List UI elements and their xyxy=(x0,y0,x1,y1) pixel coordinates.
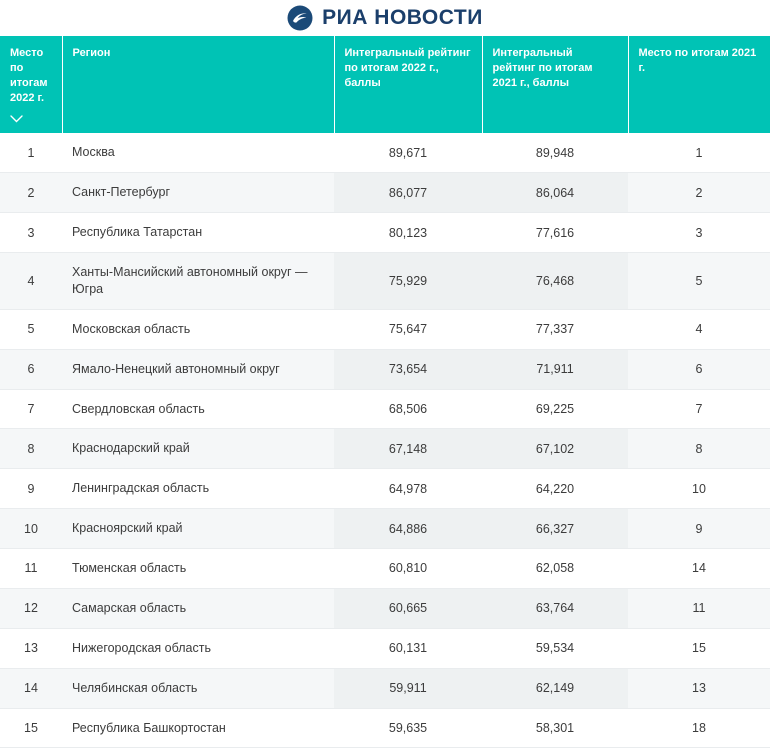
cell-rank-2022: 2 xyxy=(0,173,62,213)
rating-table xyxy=(0,36,770,748)
column-header-rank-2021-label: Место по итогам 2021 г. xyxy=(638,47,757,74)
cell-score-2022: 60,131 xyxy=(334,628,482,668)
cell-region: Санкт-Петербург xyxy=(62,173,334,213)
cell-score-2021: 86,064 xyxy=(482,173,628,213)
table-row[interactable] xyxy=(0,429,770,469)
cell-score-2022: 75,929 xyxy=(334,253,482,310)
cell-region: Московская область xyxy=(62,309,334,349)
cell-score-2022: 60,665 xyxy=(334,588,482,628)
table-row[interactable] xyxy=(0,173,770,213)
cell-score-2021: 69,225 xyxy=(482,389,628,429)
cell-rank-2022: 10 xyxy=(0,509,62,549)
cell-score-2021: 77,337 xyxy=(482,309,628,349)
cell-score-2021: 67,102 xyxy=(482,429,628,469)
table-header-row xyxy=(0,36,770,133)
cell-score-2022: 80,123 xyxy=(334,213,482,253)
cell-region: Ханты-Мансийский автономный округ — Югра xyxy=(62,253,334,310)
cell-region: Москва xyxy=(62,133,334,172)
cell-score-2022: 60,810 xyxy=(334,549,482,589)
cell-rank-2021: 5 xyxy=(628,253,770,310)
table-row[interactable] xyxy=(0,588,770,628)
cell-score-2021: 89,948 xyxy=(482,133,628,172)
column-header-score-2021[interactable] xyxy=(482,36,628,133)
cell-score-2022: 64,978 xyxy=(334,469,482,509)
cell-region: Нижегородская область xyxy=(62,628,334,668)
cell-rank-2021: 9 xyxy=(628,509,770,549)
cell-region: Челябинская область xyxy=(62,668,334,708)
column-header-rank-2021[interactable] xyxy=(628,36,770,133)
cell-rank-2021: 4 xyxy=(628,309,770,349)
cell-rank-2021: 1 xyxy=(628,133,770,172)
cell-region: Ленинградская область xyxy=(62,469,334,509)
cell-rank-2021: 15 xyxy=(628,628,770,668)
cell-rank-2021: 10 xyxy=(628,469,770,509)
cell-score-2021: 59,534 xyxy=(482,628,628,668)
cell-rank-2022: 15 xyxy=(0,708,62,748)
cell-score-2022: 68,506 xyxy=(334,389,482,429)
table-body xyxy=(0,133,770,748)
column-header-region[interactable] xyxy=(62,36,334,133)
brand-header xyxy=(0,0,770,36)
cell-rank-2022: 14 xyxy=(0,668,62,708)
cell-score-2021: 66,327 xyxy=(482,509,628,549)
cell-rank-2022: 4 xyxy=(0,253,62,310)
cell-rank-2022: 6 xyxy=(0,349,62,389)
cell-rank-2021: 2 xyxy=(628,173,770,213)
cell-region: Самарская область xyxy=(62,588,334,628)
cell-score-2021: 62,058 xyxy=(482,549,628,589)
table-row[interactable] xyxy=(0,628,770,668)
cell-region: Свердловская область xyxy=(62,389,334,429)
cell-rank-2021: 6 xyxy=(628,349,770,389)
cell-score-2021: 64,220 xyxy=(482,469,628,509)
cell-rank-2021: 14 xyxy=(628,549,770,589)
cell-region: Республика Башкортостан xyxy=(62,708,334,748)
table-row[interactable] xyxy=(0,349,770,389)
cell-score-2022: 75,647 xyxy=(334,309,482,349)
cell-score-2022: 64,886 xyxy=(334,509,482,549)
cell-score-2021: 76,468 xyxy=(482,253,628,310)
table-row[interactable] xyxy=(0,309,770,349)
brand xyxy=(287,5,483,31)
cell-score-2022: 73,654 xyxy=(334,349,482,389)
table-row[interactable] xyxy=(0,668,770,708)
cell-score-2021: 62,149 xyxy=(482,668,628,708)
chevron-down-icon[interactable] xyxy=(10,113,23,121)
cell-rank-2022: 9 xyxy=(0,469,62,509)
ria-swirl-icon xyxy=(287,5,313,31)
table-row[interactable] xyxy=(0,708,770,748)
cell-rank-2022: 3 xyxy=(0,213,62,253)
cell-rank-2022: 5 xyxy=(0,309,62,349)
column-header-score-2022-label: Интегральный рейтинг по итогам 2022 г., баллы xyxy=(344,47,471,89)
cell-region: Ямало-Ненецкий автономный округ xyxy=(62,349,334,389)
column-header-region-label: Регион xyxy=(72,47,111,59)
cell-rank-2021: 18 xyxy=(628,708,770,748)
cell-rank-2021: 3 xyxy=(628,213,770,253)
cell-score-2022: 89,671 xyxy=(334,133,482,172)
cell-rank-2022: 12 xyxy=(0,588,62,628)
cell-rank-2022: 1 xyxy=(0,133,62,172)
cell-rank-2022: 8 xyxy=(0,429,62,469)
brand-title: РИА НОВОСТИ xyxy=(322,6,483,29)
cell-rank-2021: 13 xyxy=(628,668,770,708)
table-row[interactable] xyxy=(0,213,770,253)
cell-rank-2021: 11 xyxy=(628,588,770,628)
table-row[interactable] xyxy=(0,549,770,589)
column-header-rank-2022-label: Место по итогам 2022 г. xyxy=(10,47,48,104)
cell-rank-2022: 11 xyxy=(0,549,62,589)
column-header-rank-2022[interactable] xyxy=(0,36,62,133)
cell-score-2021: 77,616 xyxy=(482,213,628,253)
cell-region: Краснодарский край xyxy=(62,429,334,469)
cell-rank-2021: 7 xyxy=(628,389,770,429)
table-row[interactable] xyxy=(0,469,770,509)
cell-region: Красноярский край xyxy=(62,509,334,549)
cell-score-2022: 59,635 xyxy=(334,708,482,748)
cell-score-2022: 67,148 xyxy=(334,429,482,469)
table-row[interactable] xyxy=(0,389,770,429)
cell-region: Тюменская область xyxy=(62,549,334,589)
cell-score-2021: 58,301 xyxy=(482,708,628,748)
cell-score-2021: 71,911 xyxy=(482,349,628,389)
column-header-score-2021-label: Интегральный рейтинг по итогам 2021 г., баллы xyxy=(492,47,593,89)
cell-score-2021: 63,764 xyxy=(482,588,628,628)
cell-rank-2022: 13 xyxy=(0,628,62,668)
cell-rank-2022: 7 xyxy=(0,389,62,429)
cell-score-2022: 59,911 xyxy=(334,668,482,708)
column-header-score-2022[interactable] xyxy=(334,36,482,133)
table-row[interactable] xyxy=(0,133,770,172)
cell-rank-2021: 8 xyxy=(628,429,770,469)
table-row[interactable] xyxy=(0,509,770,549)
table-row[interactable] xyxy=(0,253,770,310)
cell-region: Республика Татарстан xyxy=(62,213,334,253)
cell-score-2022: 86,077 xyxy=(334,173,482,213)
